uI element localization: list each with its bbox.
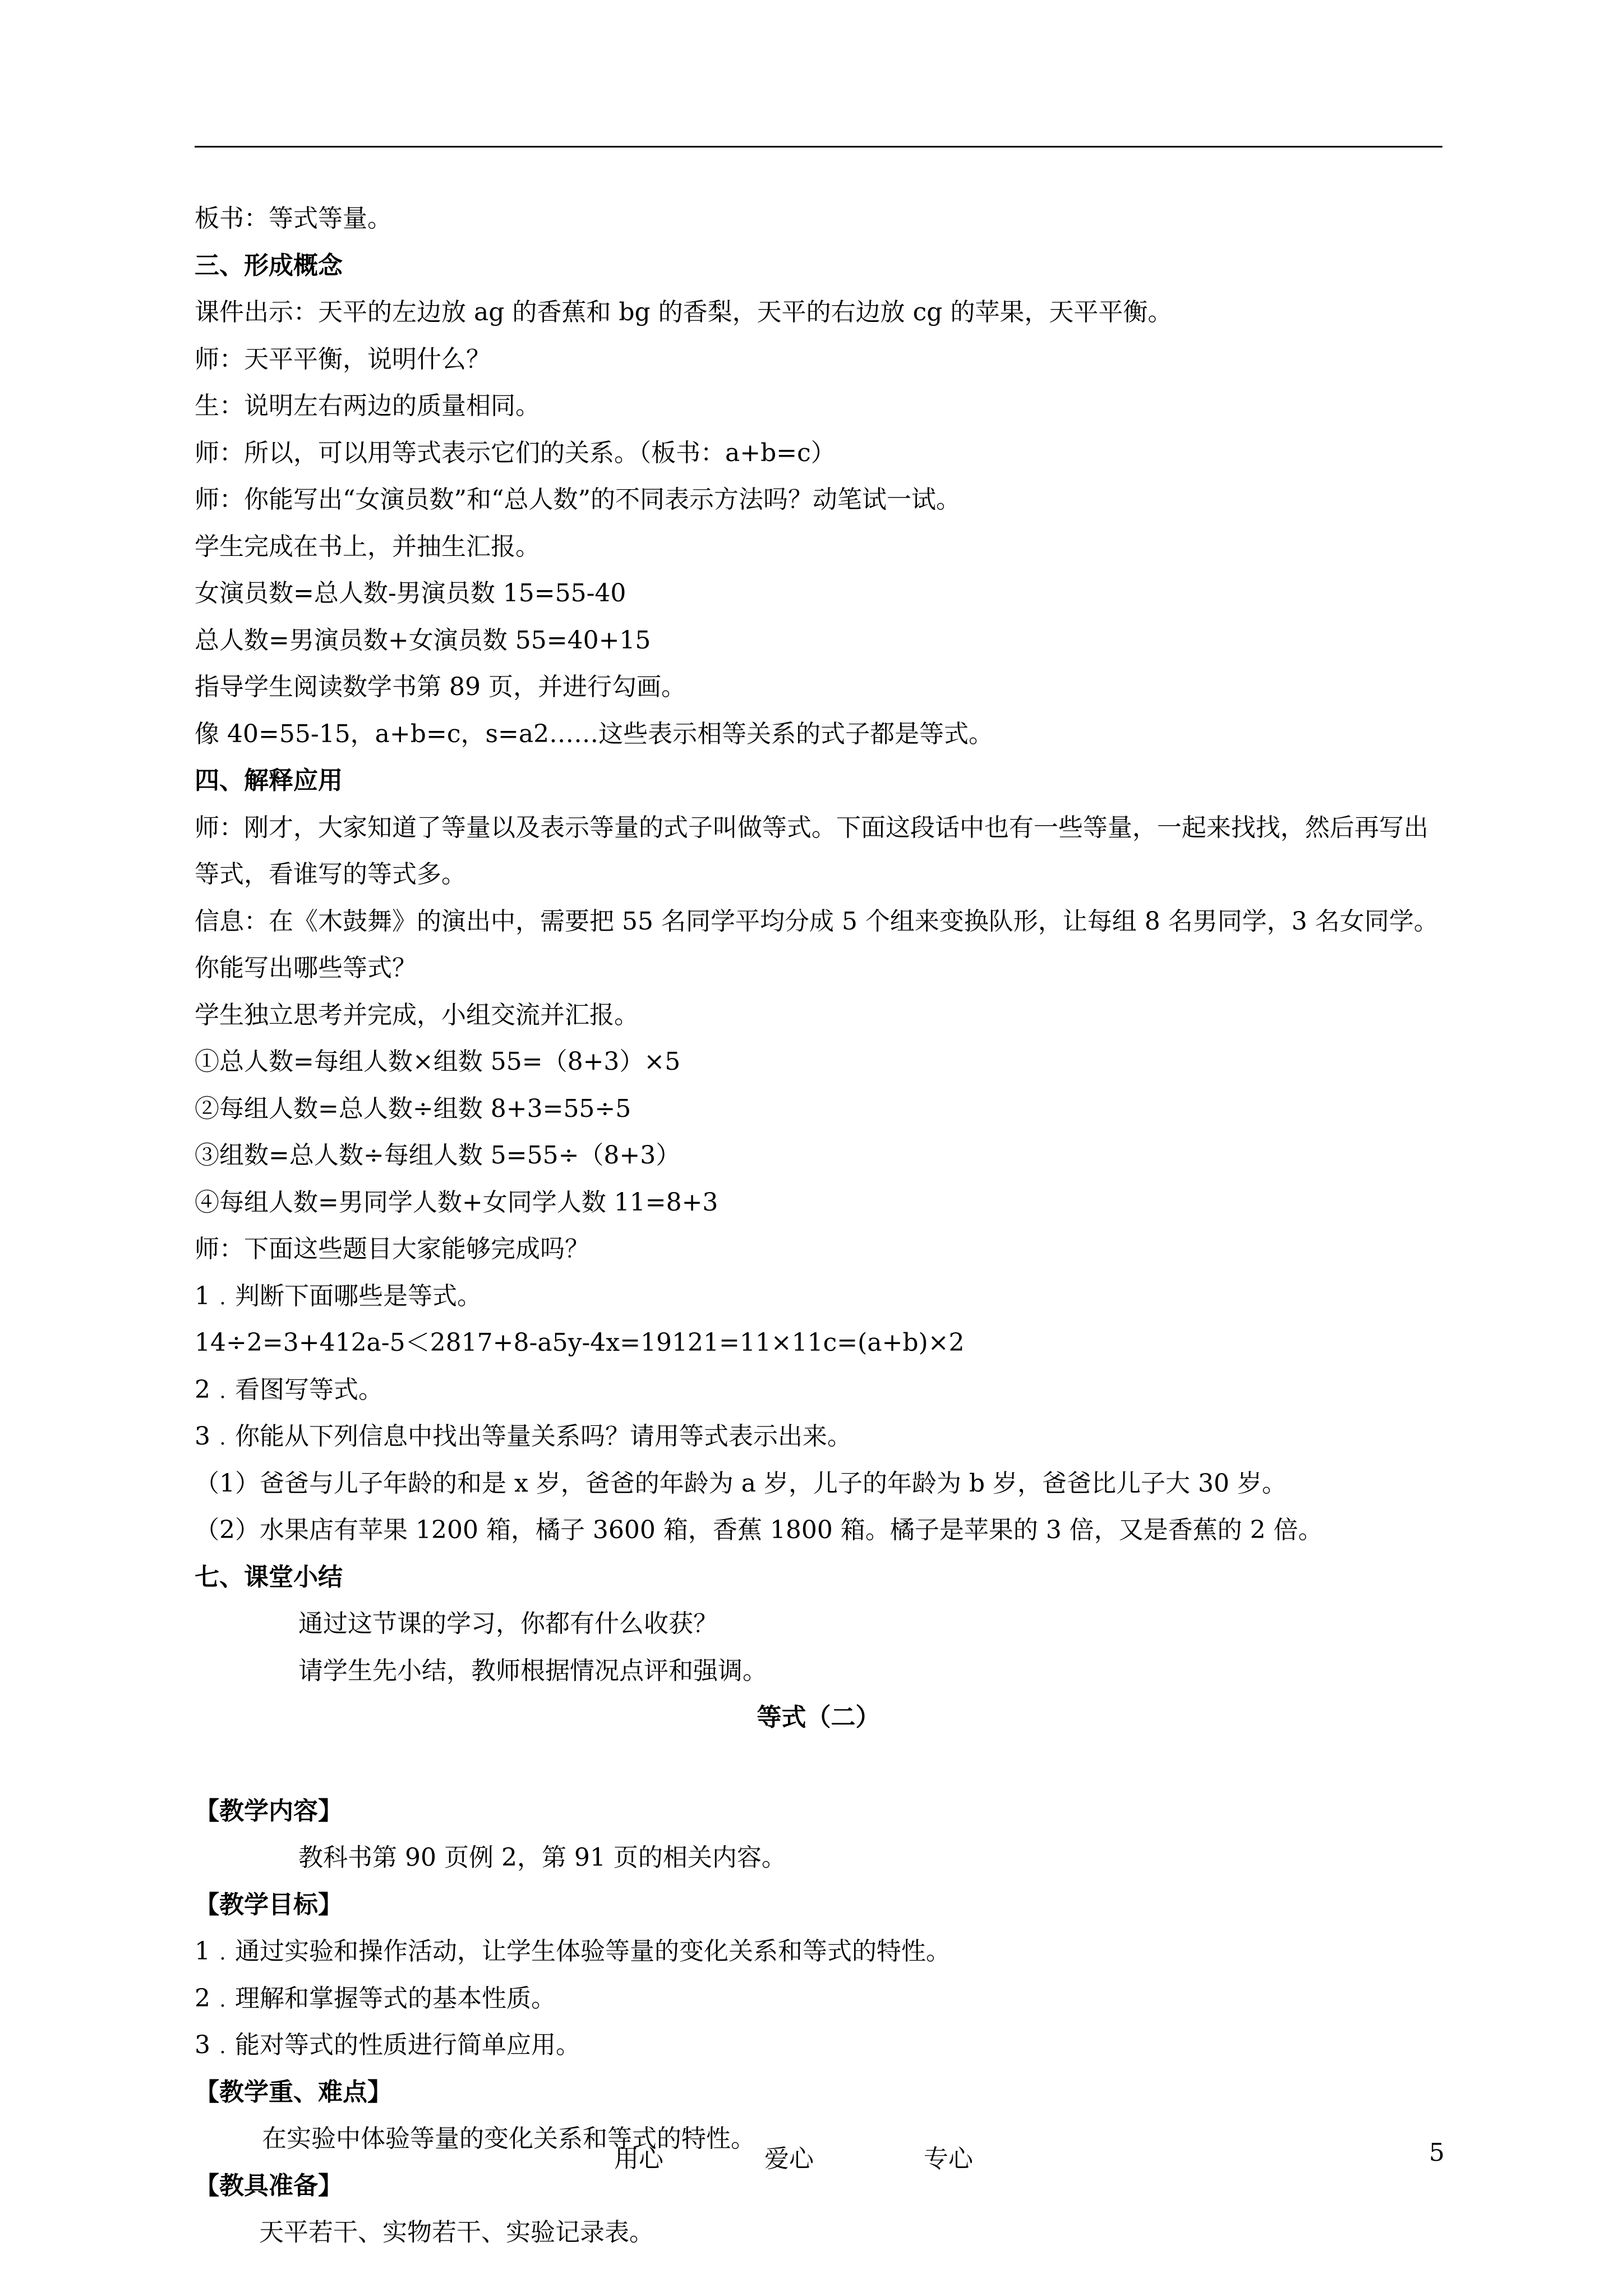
exercise-item: 3﹒你能从下列信息中找出等量关系吗？请用等式表示出来。 (195, 1422, 852, 1451)
bracket-heading: 【教学重、难点】 (195, 2077, 392, 2106)
body-line: 学生独立思考并完成，小组交流并汇报。 (195, 1000, 639, 1029)
footer-motto: 用心 (614, 2145, 663, 2173)
equation-line: ①总人数=每组人数×组数 55=（8+3）×5 (195, 1047, 681, 1076)
equation-line: 14÷2=3+412a-5＜2817+8-a5y-4x=19121=11×11c=(a+b)×2 (195, 1328, 965, 1357)
body-line: 板书：等式等量。 (195, 204, 392, 233)
body-line: 教科书第 90 页例 2，第 91 页的相关内容。 (298, 1843, 786, 1872)
exercise-item: 2﹒看图写等式。 (195, 1375, 383, 1404)
body-paragraph: 师：刚才，大家知道了等量以及表示等量的式子叫做等式。下面这段话中也有一些等量，一起来找找，然后再写出等式，看谁写的等式多。 (195, 813, 1428, 889)
header-rule (195, 146, 1442, 148)
objective-item: 1﹒通过实验和操作活动，让学生体验等量的变化关系和等式的特性。 (195, 1937, 951, 1966)
body-line: 总人数=男演员数+女演员数 55=40+15 (195, 625, 651, 655)
body-line: 课件出示：天平的左边放 ag 的香蕉和 bg 的香梨，天平的右边放 cg 的苹果，天平平衡。 (195, 298, 1173, 326)
objective-item: 2﹒理解和掌握等式的基本性质。 (195, 1984, 556, 2013)
page-number: 5 (1429, 2138, 1445, 2167)
equation-line: ②每组人数=总人数÷组数 8+3=55÷5 (195, 1094, 631, 1123)
lesson-title: 等式（二） (757, 1703, 880, 1732)
bracket-heading: 【教学内容】 (195, 1796, 343, 1825)
spacer (195, 1741, 1442, 1788)
section-heading: 三、形成概念 (195, 251, 343, 280)
equation-line: ③组数=总人数÷每组人数 5=55÷（8+3） (195, 1141, 681, 1170)
exercise-subitem: （2）水果店有苹果 1200 箱，橘子 3600 箱，香蕉 1800 箱。橘子是苹果的 3 倍，又是香蕉的 2 倍。 (195, 1516, 1323, 1544)
body-line: 指导学生阅读数学书第 89 页，并进行勾画。 (195, 673, 686, 701)
section-heading: 四、解释应用 (195, 766, 343, 795)
footer-motto: 爱心 (764, 2145, 814, 2173)
body-line: 像 40=55-15，a+b=c，s=a2……这些表示相等关系的式子都是等式。 (195, 719, 994, 748)
body-line: 师：下面这些题目大家能够完成吗？ (195, 1235, 589, 1263)
body-line: 通过这节课的学习，你都有什么收获？ (298, 1609, 718, 1638)
bracket-heading: 【教学目标】 (195, 1890, 343, 1919)
body-line: 天平若干、实物若干、实验记录表。 (259, 2218, 654, 2247)
body-line: 生：说明左右两边的质量相同。 (195, 392, 540, 420)
body-line: 在实验中体验等量的变化关系和等式的特性。 (262, 2124, 755, 2153)
body-line: 女演员数=总人数-男演员数 15=55-40 (195, 579, 626, 608)
equation-line: ④每组人数=男同学人数+女同学人数 11=8+3 (195, 1188, 718, 1217)
body-line: 师：你能写出“女演员数”和“总人数”的不同表示方法吗？动笔试一试。 (195, 485, 961, 514)
exercise-subitem: （1）爸爸与儿子年龄的和是 x 岁，爸爸的年龄为 a 岁，儿子的年龄为 b 岁，爸爸比儿子大 30 岁。 (195, 1469, 1287, 1498)
objective-item: 3﹒能对等式的性质进行简单应用。 (195, 2031, 580, 2059)
body-line: 学生完成在书上，并抽生汇报。 (195, 532, 540, 561)
bracket-heading: 【教具准备】 (195, 2171, 343, 2200)
body-line: 师：天平平衡，说明什么？ (195, 344, 491, 374)
body-line: 师：所以，可以用等式表示它们的关系。（板书：a+b=c） (195, 438, 836, 467)
section-heading: 七、课堂小结 (195, 1562, 343, 1591)
body-line: 请学生先小结，教师根据情况点评和强调。 (298, 1656, 767, 1685)
document-body (195, 195, 1442, 2256)
footer-motto: 专心 (924, 2145, 973, 2173)
exercise-item: 1﹒判断下面哪些是等式。 (195, 1281, 482, 1310)
body-paragraph: 信息：在《木鼓舞》的演出中，需要把 55 名同学平均分成 5 个组来变换队形，让每组 8 名男同学，3 名女同学。你能写出哪些等式？ (195, 907, 1438, 982)
